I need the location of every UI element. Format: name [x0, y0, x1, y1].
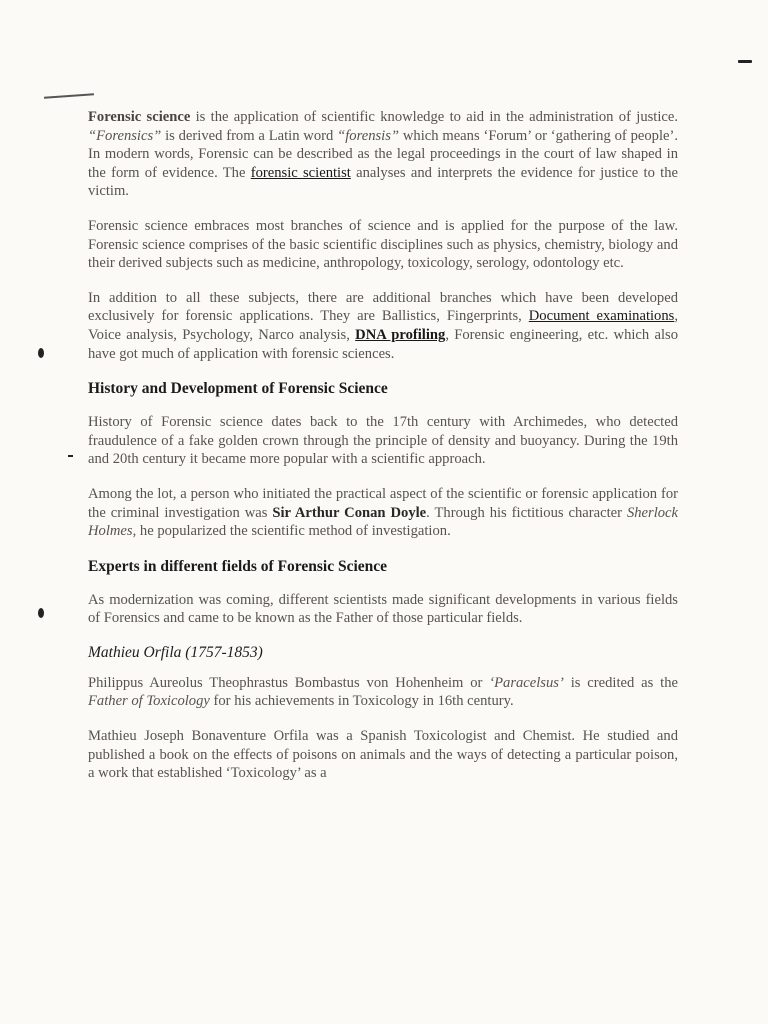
heading-orfila: Mathieu Orfila (1757-1853): [88, 643, 263, 661]
link-document-examinations[interactable]: Document examinations: [528, 308, 675, 325]
term-forensic-science: Forensic science: [88, 109, 191, 125]
scan-dot: [738, 60, 752, 63]
paragraph-history: History of Forensic science dates back to the 17th century with Archimedes, who detected fraudulence of a fake golden crown through the principle of density and buoyancy. During the 19th and 20th century it became more popular with a scientific approach.: [88, 414, 678, 468]
paragraph-branches: Forensic science embraces most branches of science and is applied for the purpose of the law. Forensic science comprises of the basic scientific disciplines such as physics, chemistry, biology and their derived subjects such as medicine, anthropology, toxicology, serology, odontology etc.: [88, 217, 678, 272]
paragraph-paracelsus: Philippus Aureolus Theophrastus Bombastus von Hohenheim or ‘Paracelsus’ is credited as the Father of Toxicology for his achievements in Toxicology in 16th century.: [88, 674, 678, 710]
paragraph-conan-doyle: Among the lot, a person who initiated the practical aspect of the scientific or forensic application for the criminal investigation was Sir Arthur Conan Doyle. Through his fictitious character Sherlock Holmes, he popularized the scientific method of investigation.: [88, 485, 678, 540]
document-page: [88, 108, 678, 799]
paragraph-orfila: Mathieu Joseph Bonaventure Orfila was a Spanish Toxicologist and Chemist. He studied and published a book on the effects of poisons on animals and the ways of detecting a particular poison, a work that established ‘Toxicology’ as a: [88, 728, 678, 782]
link-forensic-scientist[interactable]: forensic scientist: [250, 164, 351, 181]
heading-experts: Experts in different fields of Forensic Science: [88, 557, 388, 575]
paragraph-modernization: As modernization was coming, different scientists made significant developments in various fields of Forensics and came to be known as the Father of those particular fields.: [88, 591, 678, 627]
intro-paragraph: Forensic science is the application of scientific knowledge to aid in the administration of justice. “Forensics” is derived from a Latin word “forensis” which means ‘Forum’ or ‘gathering of people’. In modern words, Forensic can be described as the legal proceedings in the court of law shaped in the form of evidence. The forensic scientist analyses and interprets the evidence for justice to the victim.: [88, 109, 679, 200]
scan-dot: [68, 455, 73, 457]
scan-dot: [38, 348, 44, 358]
paragraph-additional-branches: In addition to all these subjects, there are additional branches which have been developed exclusively for forensic applications. They are Ballistics, Fingerprints, Document examinations, Voice analysis, Psychology, Narco analysis, DNA profiling, Forensic engineering, etc. which also have got much of application with forensic sciences.: [88, 289, 678, 362]
scan-dot: [38, 608, 44, 618]
scan-mark: [44, 93, 94, 98]
link-dna-profiling[interactable]: DNA profiling: [355, 326, 446, 343]
heading-history: History and Development of Forensic Science: [88, 380, 388, 398]
